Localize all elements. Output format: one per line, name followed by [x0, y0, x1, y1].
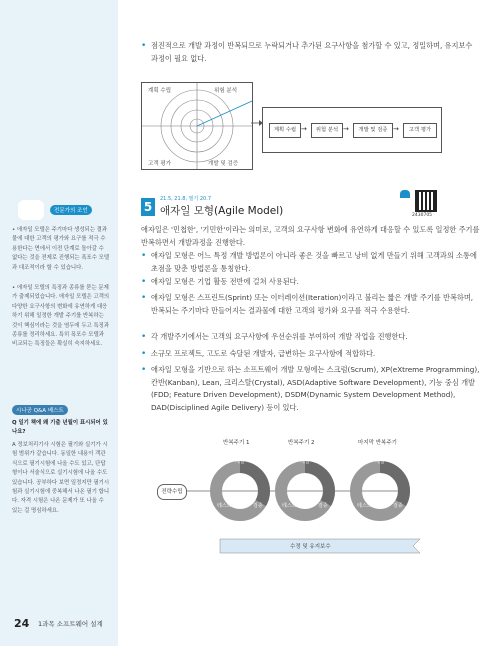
segment-label: 개발 — [375, 459, 385, 465]
iteration-label: 마지막 반복주기 — [358, 440, 397, 446]
top-bullet: • 점진적으로 개발 과정이 반복되므로 누락되거나 추가된 요구사항을 첨가할 수 있고, 정밀하며, 유지보수 과정이 필요 없다. — [141, 41, 473, 63]
qr-label: 2430705 — [412, 213, 433, 218]
expert-item-2: • 애자일 모델의 특징과 종류를 묻는 문제가 출제되었습니다. 애자일 모델은 고객의 다양한 요구사항의 변화에 유연하게 대응하기 위해 일정한 개발 주기를 반복하는 것이 핵심이라는 것을 염두에 두고 특징과 종류를 정리하세요. 특히 폭포수 모델과 비교되는 특징들은 확실히 숙지하세요. — [12, 285, 110, 348]
bullet-item: • 애자일 모형은 스프린트(Sprint) 또는 이터레이션(Iteration)이라고 불리는 짧은 개발 주기를 반복하며, 반복되는 주기마다 만들어지는 결과물에 대한 고객의 평가와 요구를 적극 수용한다. — [141, 293, 474, 315]
footer-title: 1과목 소프트웨어 설계 — [38, 620, 103, 628]
segment-label: 개발 — [300, 459, 310, 465]
connector-arrow-icon — [251, 120, 263, 126]
bottom-label: 수정 및 유지보수 — [290, 544, 331, 550]
spiral-label: 개발 및 검증 — [208, 161, 239, 167]
expert-tag: 전문가의 조언 — [50, 205, 92, 215]
segment-label: 개발 — [235, 459, 245, 465]
sidebar — [0, 0, 118, 646]
spiral-label: 계획 수립 — [148, 88, 172, 94]
intro-paragraph: 애자일은 '민첩한', '기민한'이라는 의미로, 고객의 요구사항 변화에 유연하게 대응할 수 있도록 일정한 주기를 반복하면서 개발과정을 진행한다. — [141, 225, 480, 247]
flow-step: 위험 분석 — [311, 123, 343, 138]
bullet-item: • 소규모 프로젝트, 고도로 숙달된 개발자, 급변하는 요구사항에 적합하다. — [141, 349, 376, 359]
bullet-item: • 각 개발주기에서는 고객의 요구사항에 우선순위를 부여하여 개발 작업을 진행한다. — [141, 332, 408, 342]
qa-answer: A 정보처리기사 시험은 필기와 실기가 시험 범위가 같습니다. 동일한 내용이 객관식으로 필기시험에 나올 수도 있고, 단답형이나 서술식으로 실기시험에 나올 수도 있습니다. 공부하다 보면 일정지만 필기시험과 실기시험에 중복해서 나온 필기 합니다. 자격 시험은 나온 문제가 또 나올 수 있는 걸 명심하세요. — [12, 442, 110, 514]
iteration-label: 반복주기 2 — [288, 440, 315, 446]
page-number: 24 — [14, 617, 30, 630]
segment-label: 검증 — [318, 503, 328, 509]
arrow-right-icon: → — [343, 125, 349, 133]
iteration-label: 반복주기 1 — [223, 440, 250, 446]
bullet-item: • 애자일 모형은 기업 활동 전반에 걸쳐 사용된다. — [141, 277, 299, 287]
bullet-item: • 애자일 모형은 어느 특정 개발 방법론이 아니라 좋은 것을 빠르고 낭비 없게 만들기 위해 고객과의 소통에 초점을 맞춘 방법론을 통칭한다. — [141, 251, 477, 273]
segment-label: 테스트 — [282, 503, 297, 509]
qr-code-icon[interactable] — [415, 190, 437, 212]
arrow-right-icon: → — [393, 125, 399, 133]
mascot-icon — [18, 200, 44, 220]
qa-question: Q 일기 책에 왜 기출 년월이 표시되어 있나요? — [12, 420, 108, 436]
spiral-label: 위험 분석 — [214, 88, 238, 94]
segment-label: 검증 — [393, 503, 403, 509]
cloud-icon — [400, 190, 410, 198]
flow-step: 개발 및 검증 — [353, 123, 393, 138]
qa-tag: 시나공 Q&A 베스트 — [12, 405, 68, 415]
spiral-label: 고객 평가 — [148, 161, 172, 167]
flow-step: 계획 수립 — [269, 123, 301, 138]
section-title: 애자일 모형(Agile Model) — [160, 205, 284, 217]
flow-step: 고객 평가 — [403, 123, 437, 138]
segment-label: 검증 — [253, 503, 263, 509]
bullet-item: • 애자일 모형을 기반으로 하는 소프트웨어 개발 모형에는 스크럼(Scrum), XP(eXtreme Programming), 칸반(Kanban), Lean, 크리스탈(Crystal), ASD(Adaptive Software Development), 기능 중심 개발(FDD; Feature Driven Development), DSDM(Dynamic System Development Method), DAD(Disciplined Agile Delivery) 등이 있다. — [141, 365, 480, 412]
flow-diagram — [262, 107, 442, 153]
arrow-right-icon: → — [301, 125, 307, 133]
segment-label: 테스트 — [357, 503, 372, 509]
expert-item-1: • 애자일 모델은 주기마다 생성되는 결과물에 대한 고객의 평가와 요구를 적극 수용한다는 면에서 이전 단계로 돌아갈 수 없다는 것을 전제로 진행되는 폭포수 모델과 대조적이라 할 수 있습니다. — [12, 227, 110, 271]
plan-node: 전략수립 — [157, 484, 187, 500]
spiral-icon — [142, 83, 252, 169]
agile-diagram — [161, 436, 425, 566]
segment-label: 테스트 — [217, 503, 232, 509]
section-tag: 21.5, 21.8, 필기 20.7 — [160, 196, 212, 202]
section-number: 5 — [141, 198, 155, 216]
spiral-diagram — [141, 82, 253, 170]
